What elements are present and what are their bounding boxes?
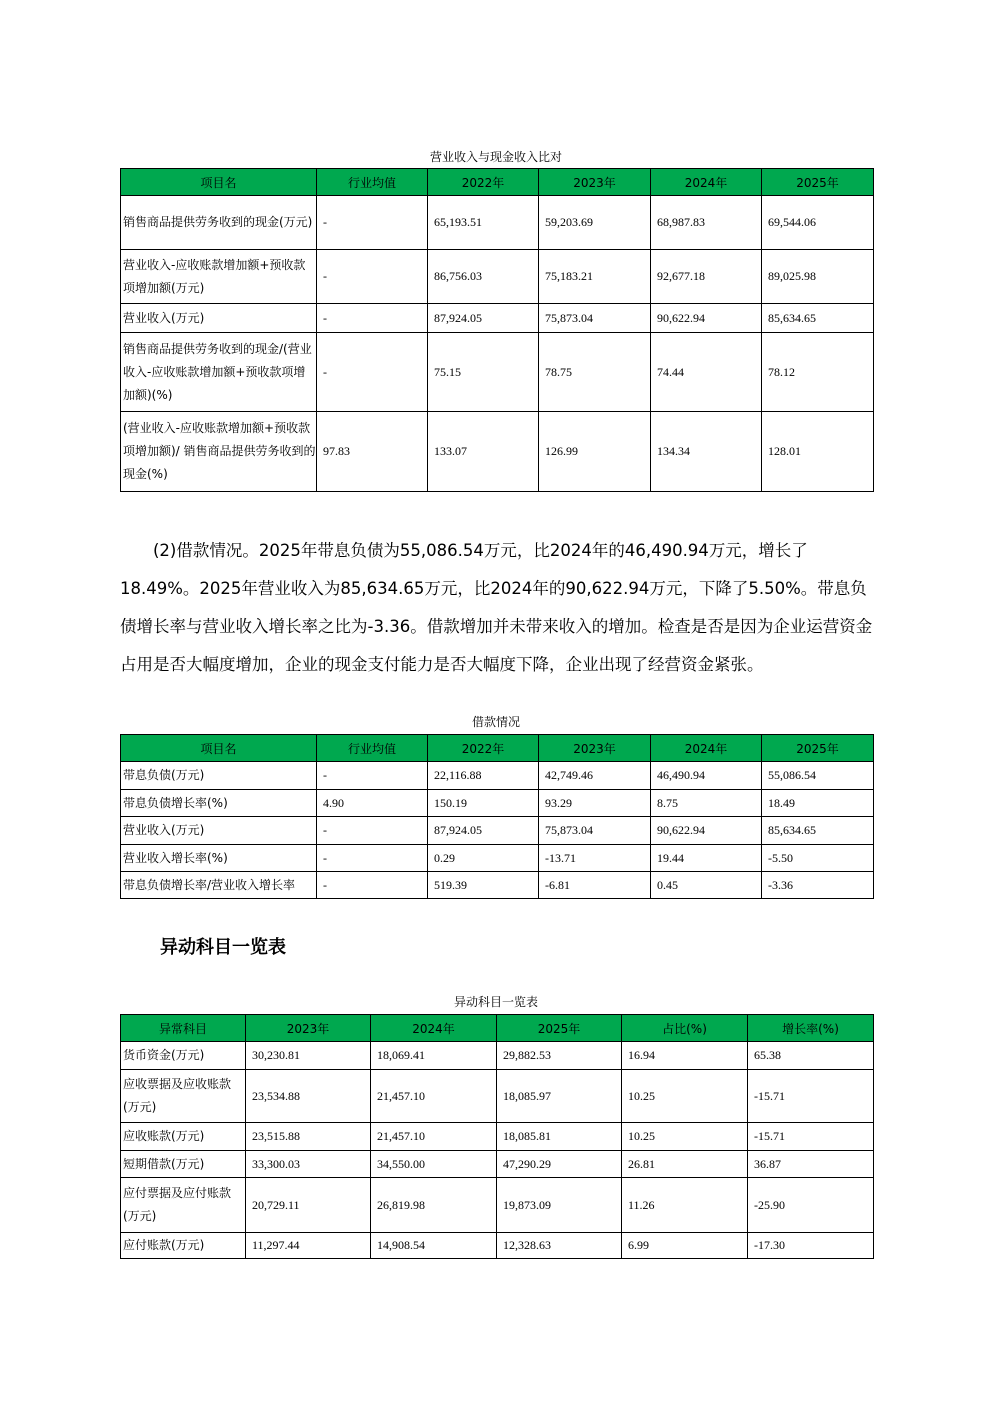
table-row [121, 250, 874, 304]
abnormal-items-table [120, 1014, 874, 1259]
row-label: 营业收入-应收账款增加额+预收款项增加额(万元) [121, 250, 317, 304]
table-row [121, 762, 874, 790]
column-header: 2025年 [762, 735, 874, 762]
row-label: 应收票据及应收账款(万元) [121, 1070, 246, 1123]
cell: 18.49 [762, 790, 874, 817]
cell: 46,490.94 [651, 762, 762, 790]
cell: 519.39 [428, 872, 539, 899]
cell: 16.94 [622, 1042, 748, 1070]
cell: 93.29 [539, 790, 651, 817]
cell: 85,634.65 [762, 817, 874, 845]
cell: 10.25 [622, 1123, 748, 1151]
table3-caption: 异动科目一览表 [453, 995, 538, 1009]
cell: 126.99 [539, 412, 651, 492]
column-header: 2025年 [497, 1015, 622, 1042]
column-header: 异常科目 [121, 1015, 246, 1042]
column-header: 行业均值 [317, 735, 428, 762]
cell: 33,300.03 [246, 1151, 371, 1178]
cell: 22,116.88 [428, 762, 539, 790]
cell: 42,749.46 [539, 762, 651, 790]
cell: -17.30 [748, 1233, 874, 1259]
row-label: 营业收入(万元) [121, 304, 317, 333]
cell: 75.15 [428, 333, 539, 412]
cell: 11.26 [622, 1178, 748, 1233]
cell: - [317, 333, 428, 412]
table1-caption: 营业收入与现金收入比对 [429, 150, 562, 164]
cell: - [317, 817, 428, 845]
row-label: 销售商品提供劳务收到的现金/(营业收入-应收账款增加额+预收款项增加额)(%) [121, 333, 317, 412]
row-label: (营业收入-应收账款增加额+预收款项增加额)/ 销售商品提供劳务收到的现金(%) [121, 412, 317, 492]
column-header: 2022年 [428, 169, 539, 196]
table-row [121, 1151, 874, 1178]
cell: -13.71 [539, 845, 651, 872]
cell: -6.81 [539, 872, 651, 899]
cell: 90,622.94 [651, 817, 762, 845]
column-header: 项目名 [121, 169, 317, 196]
cell: 65,193.51 [428, 196, 539, 250]
cell: -5.50 [762, 845, 874, 872]
table-row [121, 817, 874, 845]
cell: - [317, 250, 428, 304]
cell: 23,515.88 [246, 1123, 371, 1151]
cell: 78.75 [539, 333, 651, 412]
cell: - [317, 845, 428, 872]
cell: 20,729.11 [246, 1178, 371, 1233]
row-label: 应付票据及应付账款(万元) [121, 1178, 246, 1233]
cell: 150.19 [428, 790, 539, 817]
table-row [121, 1070, 874, 1123]
table-row [121, 1042, 874, 1070]
table-row [121, 304, 874, 333]
cell: 78.12 [762, 333, 874, 412]
cell: 134.34 [651, 412, 762, 492]
cell: 87,924.05 [428, 817, 539, 845]
column-header: 增长率(%) [748, 1015, 874, 1042]
borrowing-table [120, 734, 874, 899]
section-title: 异动科目一览表 [160, 937, 286, 958]
cell: 128.01 [762, 412, 874, 492]
table-header-row [121, 169, 874, 196]
table2-caption: 借款情况 [471, 715, 520, 729]
cell: 10.25 [622, 1070, 748, 1123]
table-row [121, 196, 874, 250]
table-row [121, 412, 874, 492]
cell: - [317, 304, 428, 333]
cell: 68,987.83 [651, 196, 762, 250]
row-label: 应付账款(万元) [121, 1233, 246, 1259]
column-header: 2024年 [651, 735, 762, 762]
table-row [121, 872, 874, 899]
cell: 30,230.81 [246, 1042, 371, 1070]
cell: -15.71 [748, 1123, 874, 1151]
cell: 21,457.10 [371, 1123, 497, 1151]
column-header: 2023年 [539, 169, 651, 196]
table-row [121, 790, 874, 817]
cell: 59,203.69 [539, 196, 651, 250]
cell: 14,908.54 [371, 1233, 497, 1259]
cell: 47,290.29 [497, 1151, 622, 1178]
cell: 65.38 [748, 1042, 874, 1070]
cell: 21,457.10 [371, 1070, 497, 1123]
cell: 75,183.21 [539, 250, 651, 304]
row-label: 营业收入增长率(%) [121, 845, 317, 872]
cell: 0.29 [428, 845, 539, 872]
cell: 74.44 [651, 333, 762, 412]
row-label: 货币资金(万元) [121, 1042, 246, 1070]
cell: 97.83 [317, 412, 428, 492]
cell: 87,924.05 [428, 304, 539, 333]
table-row [121, 1178, 874, 1233]
cell: 26.81 [622, 1151, 748, 1178]
column-header: 2022年 [428, 735, 539, 762]
column-header: 项目名 [121, 735, 317, 762]
table-header-row [121, 1015, 874, 1042]
cell: 89,025.98 [762, 250, 874, 304]
cell: 11,297.44 [246, 1233, 371, 1259]
revenue-cash-table [120, 168, 874, 492]
column-header: 2024年 [651, 169, 762, 196]
row-label: 带息负债增长率(%) [121, 790, 317, 817]
table-row [121, 333, 874, 412]
cell: 85,634.65 [762, 304, 874, 333]
cell: 6.99 [622, 1233, 748, 1259]
cell: 26,819.98 [371, 1178, 497, 1233]
column-header: 2023年 [246, 1015, 371, 1042]
cell: 69,544.06 [762, 196, 874, 250]
cell: 36.87 [748, 1151, 874, 1178]
cell: 12,328.63 [497, 1233, 622, 1259]
table-header-row [121, 735, 874, 762]
table-row [121, 845, 874, 872]
column-header: 2025年 [762, 169, 874, 196]
cell: 0.45 [651, 872, 762, 899]
column-header: 2024年 [371, 1015, 497, 1042]
row-label: 销售商品提供劳务收到的现金(万元) [121, 196, 317, 250]
borrowing-paragraph: (2)借款情况。2025年带息负债为55,086.54万元，比2024年的46,490.94万元，增长了18.49%。2025年营业收入为85,634.65万元，比2024年的90,622.94万元，下降了5.50%。带息负债增长率与营业收入增长率之比为-3.36。借款增加并未带来收入的增加。检查是否是因为企业运营资金占用是否大幅度增加，企业的现金支付能力是否大幅度下降，企业出现了经营资金紧张。 [120, 541, 873, 674]
cell: 18,085.97 [497, 1070, 622, 1123]
cell: 90,622.94 [651, 304, 762, 333]
cell: 4.90 [317, 790, 428, 817]
cell: -15.71 [748, 1070, 874, 1123]
table-row [121, 1123, 874, 1151]
cell: 75,873.04 [539, 817, 651, 845]
cell: 18,085.81 [497, 1123, 622, 1151]
cell: -25.90 [748, 1178, 874, 1233]
row-label: 带息负债(万元) [121, 762, 317, 790]
cell: 8.75 [651, 790, 762, 817]
cell: 19,873.09 [497, 1178, 622, 1233]
row-label: 应收账款(万元) [121, 1123, 246, 1151]
cell: 19.44 [651, 845, 762, 872]
cell: 34,550.00 [371, 1151, 497, 1178]
column-header: 行业均值 [317, 169, 428, 196]
row-label: 短期借款(万元) [121, 1151, 246, 1178]
row-label: 营业收入(万元) [121, 817, 317, 845]
cell: 75,873.04 [539, 304, 651, 333]
table-row [121, 1233, 874, 1259]
cell: 86,756.03 [428, 250, 539, 304]
row-label: 带息负债增长率/营业收入增长率 [121, 872, 317, 899]
cell: -3.36 [762, 872, 874, 899]
column-header: 占比(%) [622, 1015, 748, 1042]
cell: 29,882.53 [497, 1042, 622, 1070]
cell: - [317, 196, 428, 250]
cell: 55,086.54 [762, 762, 874, 790]
cell: 18,069.41 [371, 1042, 497, 1070]
cell: - [317, 762, 428, 790]
cell: - [317, 872, 428, 899]
cell: 133.07 [428, 412, 539, 492]
column-header: 2023年 [539, 735, 651, 762]
cell: 92,677.18 [651, 250, 762, 304]
cell: 23,534.88 [246, 1070, 371, 1123]
